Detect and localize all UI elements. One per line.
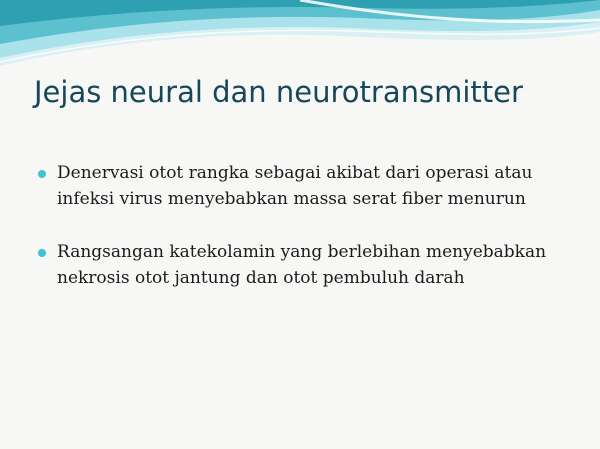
bullet-text: Rangsangan katekolamin yang berlebihan menyebabkan nekrosis otot jantung dan otot pembuluh darah [57, 242, 547, 288]
bullet-list [38, 160, 583, 318]
bullet-item-denervasi [38, 160, 583, 212]
slide-title: Jejas neural dan neurotransmitter [34, 75, 523, 109]
wave-decoration [0, 0, 600, 70]
bullet-text: Denervasi otot rangka sebagai akibat dari operasi atau infeksi virus menyebabkan massa serat fiber menurun [57, 163, 533, 209]
round-bullet-icon [38, 249, 46, 257]
bullet-item-rangsangan [38, 239, 583, 291]
round-bullet-icon [38, 170, 46, 178]
